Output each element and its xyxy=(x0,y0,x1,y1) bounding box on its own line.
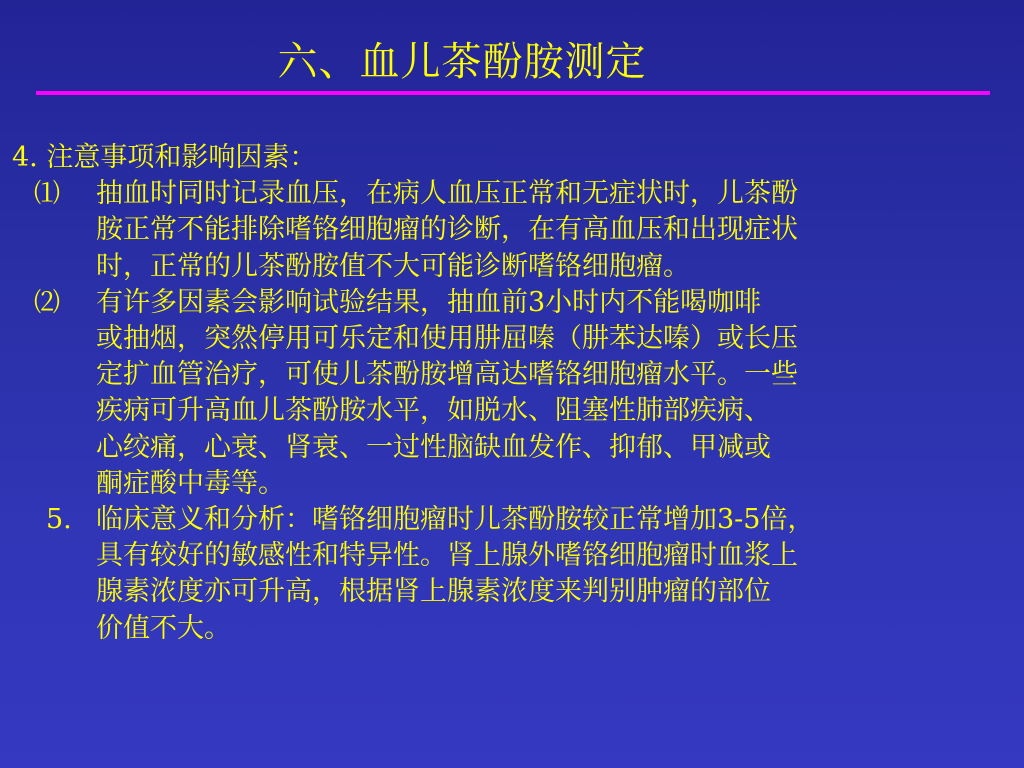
slide-title: 六、血儿茶酚胺测定 xyxy=(277,39,647,85)
item-line: 抽血时同时记录血压，在病人血压正常和无症状时，儿茶酚 xyxy=(96,178,798,210)
item-line: 有许多因素会影响试验结果，抽血前3小时内不能喝咖啡 xyxy=(96,286,762,318)
title-divider xyxy=(36,91,990,95)
item-line: 心绞痛，心衰、肾衰、一过性脑缺血发作、抑郁、甲减或 xyxy=(96,431,771,463)
item-line: 时，正常的儿茶酚胺值不大可能诊断嗜铬细胞瘤。 xyxy=(96,250,690,282)
item-marker: ⑵ xyxy=(34,287,61,318)
item-line: 价值不大。 xyxy=(96,612,231,644)
item-line: 酮症酸中毒等。 xyxy=(96,467,285,499)
section-4-heading: 4. 注意事项和影响因素： xyxy=(12,142,317,173)
item-line: 腺素浓度亦可升高，根据肾上腺素浓度来判别肿瘤的部位 xyxy=(96,576,771,608)
list-item xyxy=(0,285,1000,502)
list-item xyxy=(0,176,1000,285)
item-line: 定扩血管治疗，可使儿茶酚胺增高达嗜铬细胞瘤水平。一些 xyxy=(96,359,798,391)
item-line: 临床意义和分析：嗜铬细胞瘤时儿茶酚胺较正常增加3-5倍， xyxy=(96,504,815,536)
item-line: 具有较好的敏感性和特异性。肾上腺外嗜铬细胞瘤时血浆上 xyxy=(96,540,798,572)
item-marker: ⑴ xyxy=(34,179,61,210)
item-line: 或抽烟，突然停用可乐定和使用肼屈嗪（肼苯达嗪）或长压 xyxy=(96,323,798,355)
section-5 xyxy=(0,502,1000,647)
item-line: 胺正常不能排除嗜铬细胞瘤的诊断，在有高血压和出现症状 xyxy=(96,214,798,246)
item-line: 疾病可升高血儿茶酚胺水平，如脱水、阻塞性肺部疾病、 xyxy=(96,395,771,427)
slide-body xyxy=(0,140,1000,647)
section-5-marker: 5. xyxy=(46,504,72,536)
